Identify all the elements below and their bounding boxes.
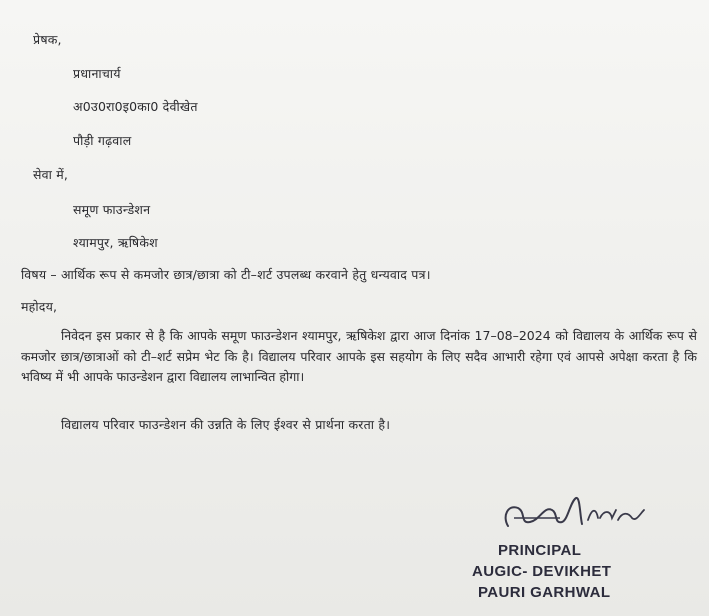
sender-label: प्रेषक, xyxy=(33,32,62,47)
body-paragraph-1: निवेदन इस प्रकार से है कि आपके समूण फाउन्डेशन श्यामपुर, ऋषिकेश द्वारा आज दिनांक 17–08–2024 को विद्यालय के आर्थिक रूप से कमजोर छात्र/छात्राओं को टी–शर्ट सप्रेम भेट कि है। विद्यालय परिवार आपके इस सहयोग के लिए सदैव आभारी रहेगा एवं आपसे अपेक्षा करता है कि भविष्य में भी आपके फाउन्डेशन द्वारा विद्यालय लाभान्वित होगा। xyxy=(21,328,697,384)
stamp-line-3: PAURI GARHWAL xyxy=(478,584,611,601)
sender-line-designation: प्रधानाचार्य xyxy=(73,66,121,81)
salutation: महोदय, xyxy=(21,299,58,314)
stamp-line-2: AUGIC- DEVIKHET xyxy=(472,563,612,580)
sender-line-district: पौड़ी गढ़वाल xyxy=(73,133,132,148)
stamp-line-1: PRINCIPAL xyxy=(498,542,582,559)
subject-line: विषय – आर्थिक रूप से कमजोर छात्र/छात्रा को टी–शर्ट उपलब्ध करवाने हेतु धन्यवाद पत्र। xyxy=(21,267,431,282)
body-paragraph-2: विद्यालय परिवार फाउन्डेशन की उन्नति के लिए ईश्वर से प्रार्थना करता है। xyxy=(61,417,391,432)
recipient-line-address: श्यामपुर, ऋषिकेश xyxy=(73,235,158,250)
sender-line-school: अ0उ0रा0इ0का0 देवीखेत xyxy=(73,99,198,114)
recipient-label: सेवा में, xyxy=(33,167,69,182)
signature xyxy=(500,488,650,538)
recipient-line-name: समूण फाउन्डेशन xyxy=(73,202,151,217)
